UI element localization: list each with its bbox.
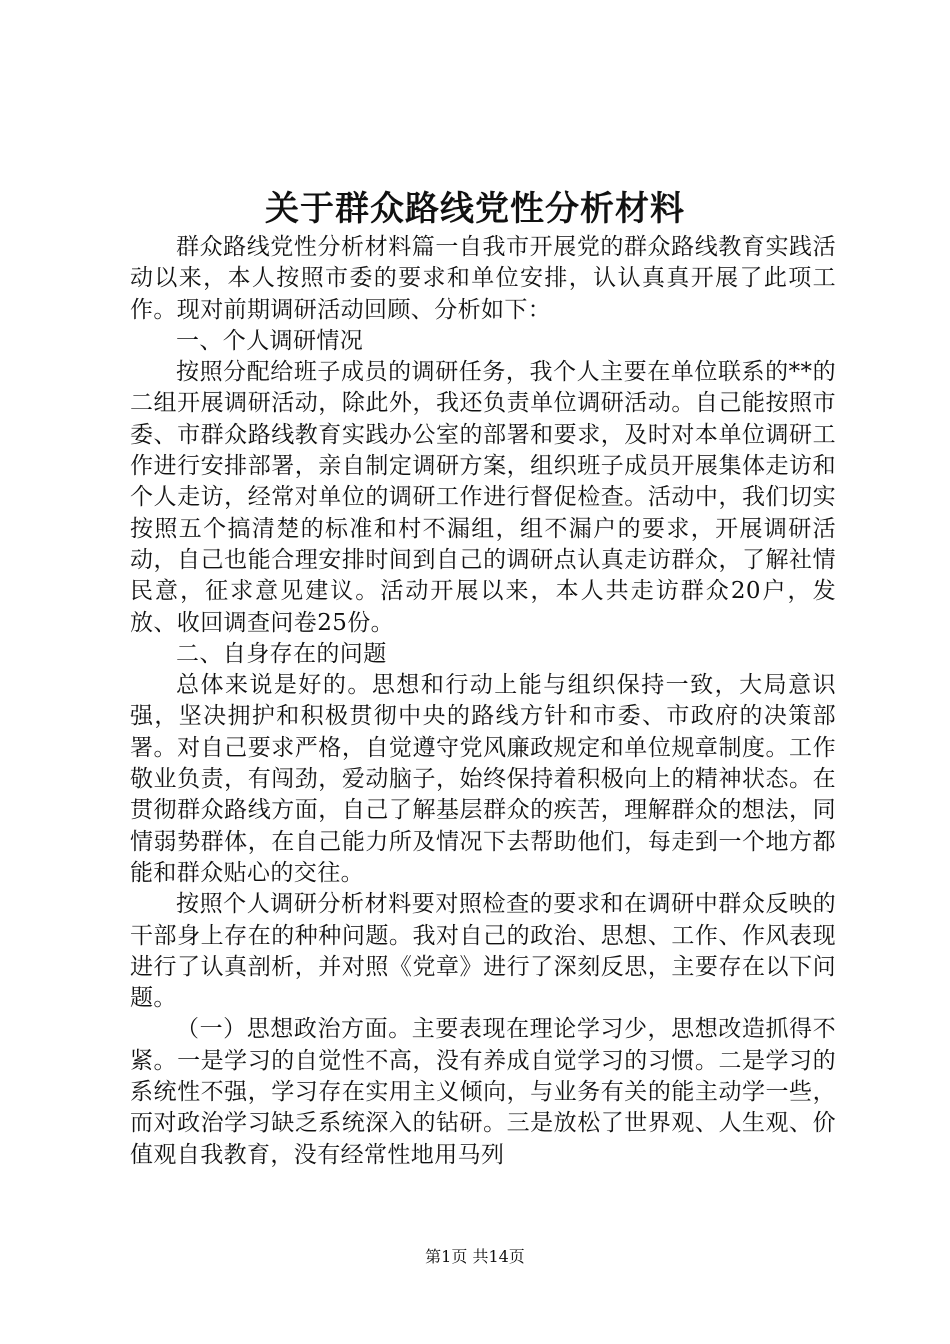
paragraph-political: （一）思想政治方面。主要表现在理论学习少，思想改造抓得不紧。一是学习的自觉性不高，没有养成自觉学习的习惯。二是学习的系统性不强，学习存在实用主义倾向，与业务有关的能主动学一些，而对政治学习缺乏系统深入的钻研。三是放松了世界观、人生观、价值观自我教育，没有经常性地用马列 bbox=[130, 1016, 836, 1168]
document-body bbox=[130, 232, 836, 1171]
section-heading-2: 二、自身存在的问题 bbox=[176, 640, 387, 667]
paragraph-overall: 总体来说是好的。思想和行动上能与组织保持一致，大局意识强，坚决拥护和积极贯彻中央的路线方针和市委、市政府的决策部署。对自己要求严格，自觉遵守党风廉政规定和单位规章制度。工作敬业负责，有闯劲，爱动脑子，始终保持着积极向上的精神状态。在贯彻群众路线方面，自己了解基层群众的疾苦，理解群众的想法，同情弱势群体，在自己能力所及情况下去帮助他们，每走到一个地方都能和群众贴心的交往。 bbox=[130, 672, 836, 886]
document-title: 关于群众路线党性分析材料 bbox=[265, 189, 685, 229]
page-footer: 第1页 共14页 bbox=[425, 1247, 525, 1266]
paragraph-problems: 按照个人调研分析材料要对照检查的要求和在调研中群众反映的干部身上存在的种种问题。我对自己的政治、思想、工作、作风表现进行了认真剖析，并对照《党章》进行了深刻反思，主要存在以下问题。 bbox=[130, 891, 836, 1012]
paragraph-research: 按照分配给班子成员的调研任务，我个人主要在单位联系的**的二组开展调研活动，除此外，我还负责单位调研活动。自己能按照市委、市群众路线教育实践办公室的部署和要求，及时对本单位调研工作进行安排部署，亲自制定调研方案，组织班子成员开展集体走访和个人走访，经常对单位的调研工作进行督促检查。活动中，我们切实按照五个搞清楚的标准和村不漏组，组不漏户的要求，开展调研活动，自己也能合理安排时间到自己的调研点认真走访群众，了解社情民意，征求意见建议。活动开展以来，本人共走访群众20户，发放、收回调查问卷25份。 bbox=[130, 359, 836, 636]
section-heading-1: 一、个人调研情况 bbox=[176, 327, 364, 354]
paragraph-intro: 群众路线党性分析材料篇一自我市开展党的群众路线教育实践活动以来，本人按照市委的要求和单位安排，认认真真开展了此项工作。现对前期调研活动回顾、分析如下： bbox=[130, 234, 836, 323]
